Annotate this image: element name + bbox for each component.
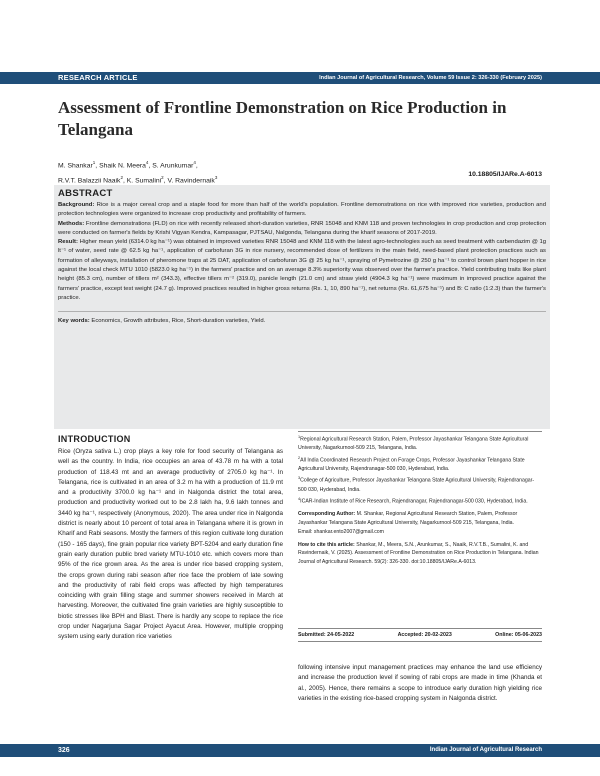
journal-info: Indian Journal of Agricultural Research, Volume 59 Issue 2: 326-330 (February 2025) xyxy=(319,75,542,81)
abstract-heading: ABSTRACT xyxy=(58,188,113,199)
author-line-1: M. Shankar$^1$, Shaik N. Meera$^4$, S. Arunkumar$^4$, xyxy=(58,160,198,170)
citation: How to cite this article: Shankar, M., Meera, S.N., Arunkumar, S., Naaik, R.V.T.B., Sumalini, K. and Ravindernaik, V. (2025). Assessment of Frontline Demonstration on Rice Production in Telangana. Indian Journal of Agricultural Research. 59(2): 326-330. doi:10.18805/IJARe.A-6013. xyxy=(298,541,539,565)
footer-bar xyxy=(0,744,600,757)
introduction-heading: INTRODUCTION xyxy=(58,434,131,444)
introduction-text: Rice (Oryza sativa L.) crop plays a key role for food security of Telangana as well as the country. In India, rice occupies an area of 43.78 m ha with a total production of 118.43 mt and an average productivity of 2705.0 kg ha⁻¹. In Telangana, rice is cultivated in an area of 3.2 m ha with a production of 11.9 mt and a productivity 3700.0 kg ha⁻¹ and in Nalgonda district the total area, production and productivity worked out to be 2.8 lakh ha, 9.6 lakh tonnes and 3440 kg ha⁻¹, respectively (Anonymous, 2020). The area under rice in Nalgonda district is nearly about 10 percent of total area in Telangana where it is grown in Kharif and Rabi seasons. Mostly the farmers of this region cultivate long duration (150 - 165 days), fine grain popular rice variety BPT-5204 and early duration fine grain early duration public bred variety MTU-1010 etc. which covers more than 95% of the rice grown area. As the area is under rice based cropping system, the crops grown during rabi season after rice face the problem of late sowing and the productivity of rabi field crops was affected by high temperatures coinciding with grain filling stage and summer showers received in March at harvesting. Moreover, the cultivated fine grain varieties are highly susceptible to biotic stresses like BPH and Blast. There is hardly any scope to replace the rice crop under Nagarjuna Sagar Project Ayacut Area. However, multiple cropping system using early duration rice varieties xyxy=(58,448,283,641)
author-list xyxy=(58,157,478,188)
corresponding-author: Corresponding Author: M. Shankar, Regional Agricultural Research Station, Palem, Professor Jayashankar Telangana State Agricultural University, Nagarkurnool-509 215, Telangana, India. xyxy=(298,511,518,526)
abstract-box xyxy=(54,185,550,429)
abstract-background: Background: Rice is a major cereal crop and a staple food for more than half of the world's population. Frontline demonstrations on rice with improved rice varieties, production and protection technologies were organized to increase crop productivity and profitability of farmers. xyxy=(58,202,546,218)
doi[interactable]: 10.18805/IJARe.A-6013 xyxy=(468,171,542,178)
affiliation-2: $^2$All India Coordinated Research Project on Forage Crops, Professor Jayashankar Telangana State Agricultural University, Rajendranagar-500 030, Hyderabad, India. xyxy=(298,455,525,472)
author-line-2: R.V.T. Balazzii Naaik$^2$, K. Sumalini$^2$, V. Ravindernaik$^3$ xyxy=(58,175,218,185)
affiliation-4: $^4$ICAR-Indian Institute of Rice Research, Rajendranagar, Rajendranagar-500 030, Hyderabad, India. xyxy=(298,497,528,505)
header-bar xyxy=(0,72,600,84)
article-title: Assessment of Frontline Demonstration on Rice Production in Telangana xyxy=(58,98,507,139)
article-type: RESEARCH ARTICLE xyxy=(58,73,138,82)
page-number: 326 xyxy=(58,747,70,754)
affiliation-block xyxy=(298,433,542,567)
affiliation-1: $^1$Regional Agricultural Research Station, Palem, Professor Jayashankar Telangana State Agricultural University, Nagarkurnool-509 215, Telangana, India. xyxy=(298,435,529,452)
introduction-section xyxy=(58,434,283,643)
date-online: Online: 05-06-2023 xyxy=(495,632,542,638)
abstract-result: Result: Higher mean yield (6314.0 kg ha⁻¹) was obtained in improved varieties RNR 15048 and KNM 118 with the latest agro-technologies such as seed treatment with carbendazim @ 1g lt⁻¹ of water, seed rate @ 62.5 kg ha⁻¹, application of carbofuran 3G in rice nursery, recommended dose of fertilizers in the main field, need-based plant protection practices such as formation of alleyways, installation of pheromone traps at 25 DAT, application of carbofuran 3G @ 25 kg ha⁻¹, spraying of Pymetrozine @ 250 g ha⁻¹ to control brown plant hopper in rice against the local check MTU 1010 (5823.0 kg ha⁻¹) in the farmers' practice and on an average 8.3% superiority was observed over the farmer's practice. Yield contributing traits like plant height (85.3 cm), number of tillers m² (343.3), effective tillers m⁻² (319.0), panicle length (21.0 cm) and straw yield (4904.3 kg ha⁻¹) were maximum in improved practice against the farmers' practice, except test weight (24.7 g). Improved practices resulted in higher gross returns (Rs. 1, 10, 890 ha⁻¹), net returns (Rs. 61,675 ha⁻¹) and B: C ratio (1:2.3) than the farmer's practice. xyxy=(58,239,547,301)
date-submitted: Submitted: 24-05-2022 xyxy=(298,632,355,638)
corresponding-email[interactable]: Email: shankar.ento2007@gmail.com xyxy=(298,529,385,536)
footer-journal: Indian Journal of Agricultural Research xyxy=(429,747,542,753)
publication-dates xyxy=(298,628,542,642)
affiliation-3: $^3$College of Agriculture, Professor Jayashankar Telangana State Agricultural University, Rajendranagar-500 030, Hyderabad, India. xyxy=(298,476,535,493)
date-accepted: Accepted: 20-02-2023 xyxy=(397,632,452,638)
affiliation-rule xyxy=(298,431,542,432)
abstract-methods: Methods: Frontline demonstrations (FLD) on rice with recently released short-duration varieties, RNR 15048 and KNM 118 and proven technologies in crop production and crop protection were conducted on farmer's fields by Krishi Vigyan Kendra, Kampasagar, PJTSAU, Nalgonda, Telangana during the kharif seasons of 2017-2019. xyxy=(58,220,546,236)
keywords: Key words: Economics, Growth attributes, Rice, Short-duration varieties, Yield. xyxy=(58,311,546,326)
body-text-right: following intensive input management practices may enhance the land use efficiency and increase the production level if sowing of rabi crops are made in time (Khanda et al., 2005). Hence, there remains a scope to introduce early duration high yielding rice varieties in the existing rice-based cropping system in Nalgonda district. xyxy=(298,664,542,702)
